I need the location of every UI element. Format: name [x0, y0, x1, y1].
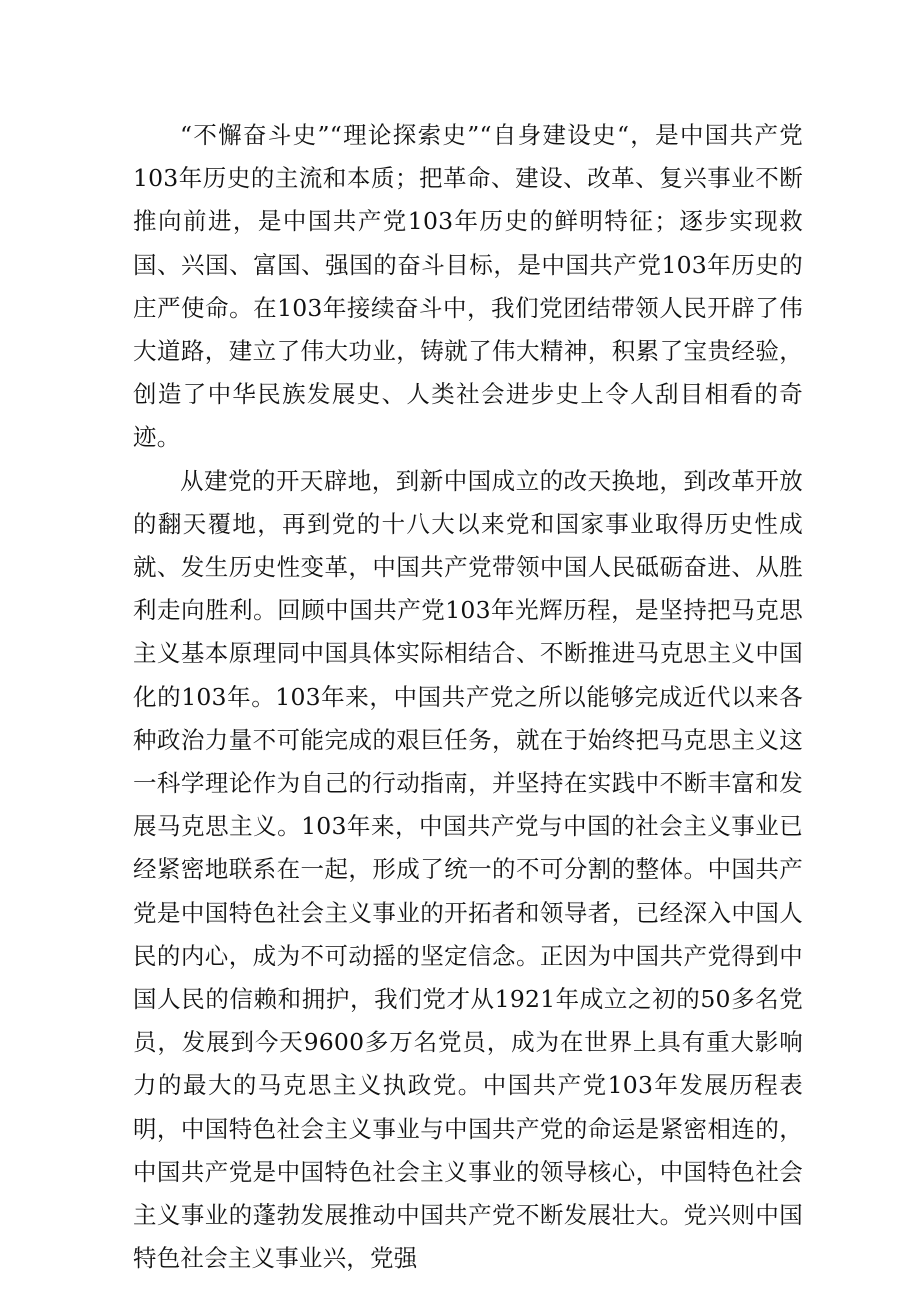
body-text: [133, 114, 803, 1280]
paragraph-2: 从建党的开天辟地，到新中国成立的改天换地，到改革开放的翻天覆地，再到党的十八大以来党和国家事业取得历史性成就、发生历史性变革，中国共产党带领中国人民砥砺奋进、从胜利走向胜利。回顾中国共产党103年光辉历程，是坚持把马克思主义基本原理同中国具体实际相结合、不断推进马克思主义中国化的103年。103年来，中国共产党之所以能够完成近代以来各种政治力量不可能完成的艰巨任务，就在于始终把马克思主义这一科学理论作为自己的行动指南，并坚持在实践中不断丰富和发展马克思主义。103年来，中国共产党与中国的社会主义事业已经紧密地联系在一起，形成了统一的不可分割的整体。中国共产党是中国特色社会主义事业的开拓者和领导者，已经深入中国人民的内心，成为不可动摇的坚定信念。正因为中国共产党得到中国人民的信赖和拥护，我们党才从1921年成立之初的50多名党员，发展到今天9600多万名党员，成为在世界上具有重大影响力的最大的马克思主义执政党。中国共产党103年发展历程表明，中国特色社会主义事业与中国共产党的命运是紧密相连的，中国共产党是中国特色社会主义事业的领导核心，中国特色社会主义事业的蓬勃发展推动中国共产党不断发展壮大。党兴则中国特色社会主义事业兴，党强: [133, 466, 803, 1273]
paragraph-1: “不懈奋斗史”“理论探索史”“自身建设史“，是中国共产党103年历史的主流和本质；把革命、建设、改革、复兴事业不断推向前进，是中国共产党103年历史的鲜明特征；逐步实现救国、兴国、富国、强国的奋斗目标，是中国共产党103年历史的庄严使命。在103年接续奋斗中，我们党团结带领人民开辟了伟大道路，建立了伟大功业，铸就了伟大精神，积累了宝贵经验，创造了中华民族发展史、人类社会进步史上令人刮目相看的奇迹。: [133, 121, 803, 452]
